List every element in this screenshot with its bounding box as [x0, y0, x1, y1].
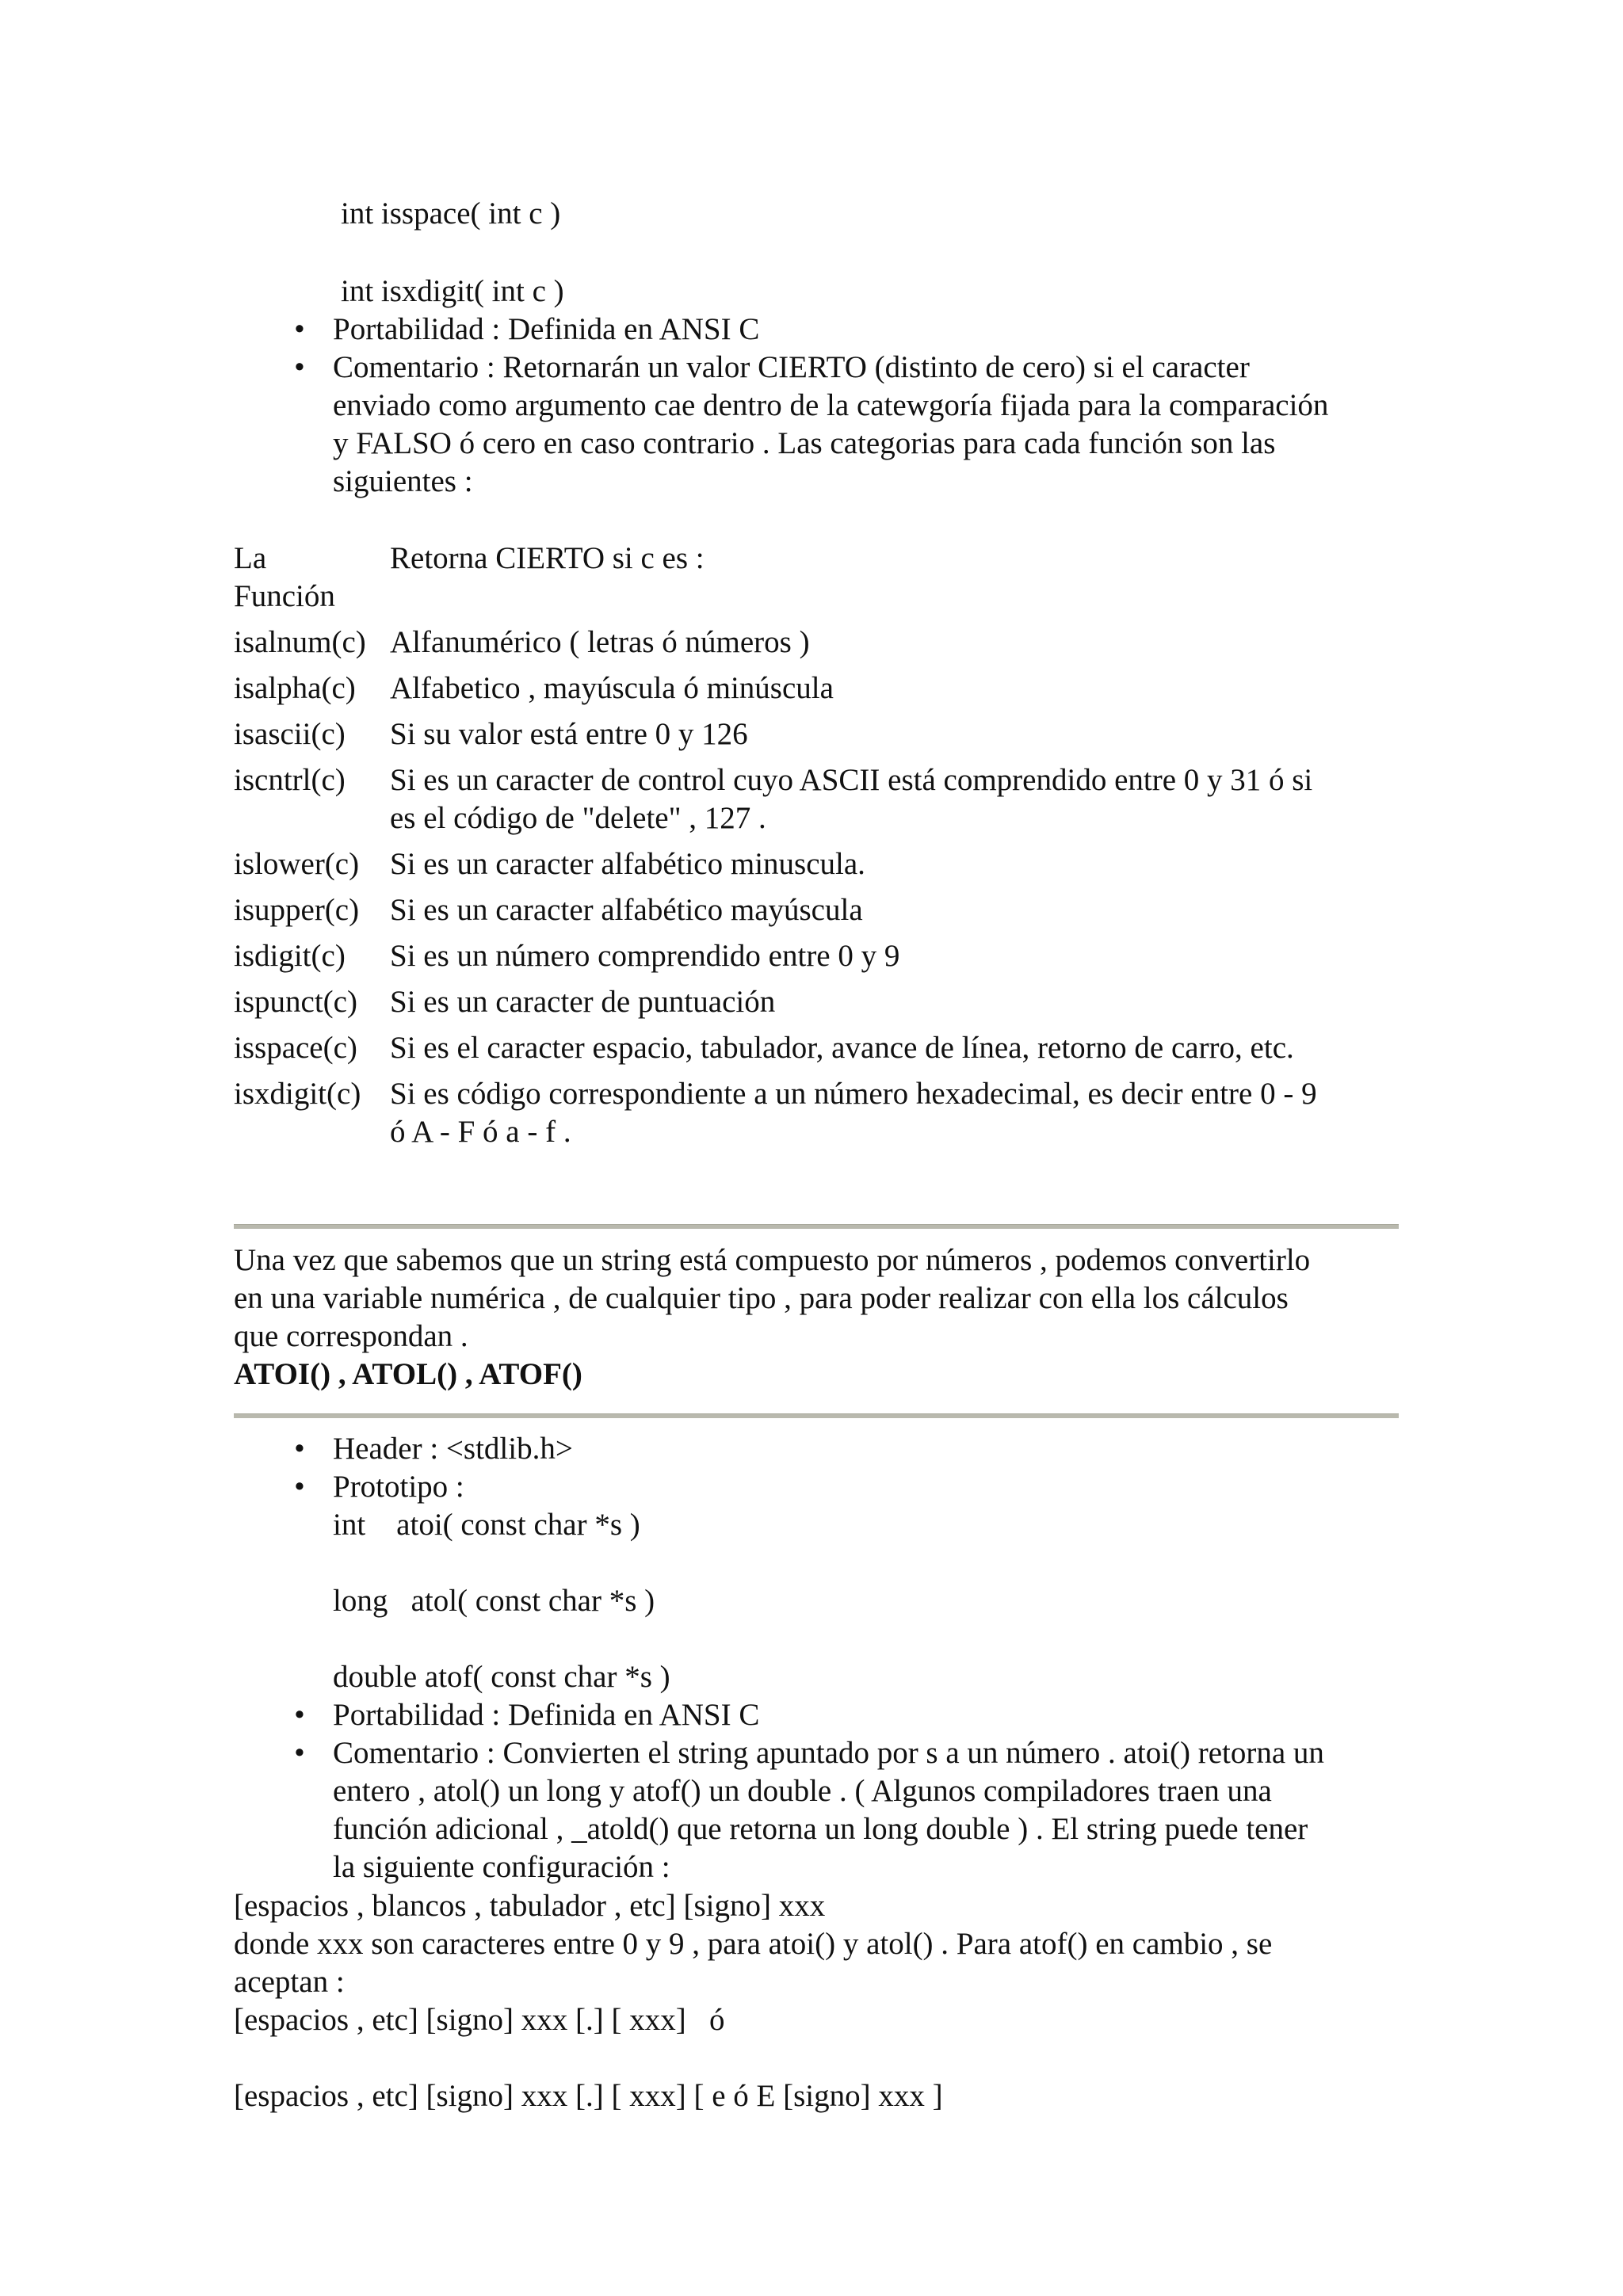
function-desc — [390, 624, 1327, 669]
table-row — [234, 624, 1327, 669]
function-desc — [390, 845, 1327, 891]
bullet-dot: • — [294, 312, 305, 346]
table-row — [234, 891, 1327, 937]
function-desc — [390, 937, 1327, 983]
desc-line: es el código de "delete" , 127 . — [390, 801, 766, 835]
bullet-dot: • — [294, 1736, 305, 1770]
function-name: iscntrl(c) — [234, 763, 346, 797]
function-name: isalnum(c) — [234, 625, 366, 659]
function-name: isalpha(c) — [234, 671, 356, 705]
function-desc — [390, 715, 1327, 761]
blank-line — [333, 1544, 1324, 1582]
function-desc — [390, 761, 1327, 845]
function-name: isspace(c) — [234, 1031, 357, 1065]
text-line: [espacios , blancos , tabulador , etc] [signo] xxx — [234, 1889, 826, 1923]
header-text: La — [234, 541, 267, 575]
function-table — [234, 540, 1327, 1159]
bullet-text-line: entero , atol() un long y atof() un double . ( Algunos compiladores traen una — [333, 1774, 1272, 1808]
bullet-portabilidad — [294, 1696, 1324, 1734]
function-name: islower(c) — [234, 847, 360, 881]
desc-line: Si es un caracter de puntuación — [390, 985, 776, 1019]
intro-paragraph — [234, 1241, 1310, 1394]
bullet-comentario — [294, 349, 1329, 501]
bullet-prototipo — [294, 1468, 1324, 1696]
header-text: Función — [234, 579, 335, 613]
table-header-returns: Retorna CIERTO si c es : — [390, 541, 705, 575]
desc-line: Si su valor está entre 0 y 126 — [390, 717, 748, 751]
function-desc — [390, 669, 1327, 715]
bullet-text-line: Comentario : Convierten el string apuntado por s a un número . atoi() retorna un — [333, 1736, 1324, 1770]
table-row — [234, 669, 1327, 715]
function-desc — [390, 1029, 1327, 1075]
bullet-text: Portabilidad : Definida en ANSI C — [333, 312, 760, 346]
bullet-list-bottom — [294, 1430, 1324, 1886]
bullet-text-line: siguientes : — [333, 464, 473, 498]
bullet-dot: • — [294, 1432, 305, 1466]
bullet-comentario — [294, 1734, 1324, 1886]
table-row — [234, 761, 1327, 845]
table-header-row — [234, 540, 1327, 624]
blank-line — [333, 1620, 1324, 1658]
desc-line: Si es un caracter alfabético mayúscula — [390, 893, 863, 927]
prototype-isxdigit: int isxdigit( int c ) — [341, 274, 564, 308]
table-row — [234, 1029, 1327, 1075]
function-name: ispunct(c) — [234, 985, 357, 1019]
paragraph-line: en una variable numérica , de cualquier tipo , para poder realizar con ella los cálculos — [234, 1281, 1289, 1315]
blank-line — [234, 2039, 1272, 2077]
prototype-atol: long atol( const char *s ) — [333, 1584, 655, 1618]
text-line: [espacios , etc] [signo] xxx [.] [ xxx] [ e ó E [signo] xxx ] — [234, 2079, 943, 2113]
paragraph-line: que correspondan . — [234, 1319, 468, 1353]
function-name: isdigit(c) — [234, 939, 346, 973]
bullet-text-line: enviado como argumento cae dentro de la catewgoría fijada para la comparación — [333, 388, 1329, 422]
function-desc — [390, 1075, 1327, 1159]
horizontal-rule — [234, 1413, 1399, 1418]
desc-line: Si es código correspondiente a un número hexadecimal, es decir entre 0 - 9 — [390, 1077, 1317, 1111]
text-line: [espacios , etc] [signo] xxx [.] [ xxx] ó — [234, 2003, 725, 2037]
desc-line: ó A - F ó a - f . — [390, 1115, 571, 1149]
bullet-text-line: Comentario : Retornarán un valor CIERTO (distinto de cero) si el caracter — [333, 350, 1250, 384]
table-row — [234, 845, 1327, 891]
function-desc — [390, 891, 1327, 937]
desc-line: Si es un número comprendido entre 0 y 9 — [390, 939, 900, 973]
desc-line: Si es un caracter alfabético minuscula. — [390, 847, 865, 881]
function-desc — [390, 983, 1327, 1029]
prototype-atof: double atof( const char *s ) — [333, 1660, 670, 1694]
paragraph-line: Una vez que sabemos que un string está compuesto por números , podemos convertirlo — [234, 1243, 1311, 1277]
section-heading: ATOI() , ATOL() , ATOF() — [234, 1357, 582, 1391]
bullet-header — [294, 1430, 1324, 1468]
prototype-atoi: int atoi( const char *s ) — [333, 1508, 640, 1542]
function-name: isascii(c) — [234, 717, 346, 751]
bullet-text-line: función adicional , _atold() que retorna un long double ) . El string puede tener — [333, 1812, 1308, 1846]
table-row — [234, 1075, 1327, 1159]
desc-line: Alfanumérico ( letras ó números ) — [390, 625, 810, 659]
bullet-portabilidad — [294, 311, 1328, 349]
function-name: isxdigit(c) — [234, 1077, 361, 1111]
bullet-dot: • — [294, 1470, 305, 1504]
text-line: aceptan : — [234, 1965, 345, 1999]
desc-line: Si es el caracter espacio, tabulador, avance de línea, retorno de carro, etc. — [390, 1031, 1294, 1065]
desc-line: Alfabetico , mayúscula ó minúscula — [390, 671, 834, 705]
bullet-dot: • — [294, 350, 305, 384]
desc-line: Si es un caracter de control cuyo ASCII está comprendido entre 0 y 31 ó si — [390, 763, 1313, 797]
table-row — [234, 983, 1327, 1029]
table-row — [234, 715, 1327, 761]
bullet-text: Prototipo : — [333, 1470, 464, 1504]
bullet-list-top — [294, 311, 1329, 501]
function-name: isupper(c) — [234, 893, 360, 927]
bullet-dot: • — [294, 1698, 305, 1732]
table-row — [234, 937, 1327, 983]
text-line: donde xxx son caracteres entre 0 y 9 , para atoi() y atol() . Para atof() en cambio , se — [234, 1927, 1273, 1961]
horizontal-rule — [234, 1224, 1399, 1229]
tail-text — [234, 1887, 1272, 2115]
prototype-isspace: int isspace( int c ) — [341, 196, 561, 231]
bullet-text: Portabilidad : Definida en ANSI C — [333, 1698, 760, 1732]
bullet-text-line: y FALSO ó cero en caso contrario . Las categorias para cada función son las — [333, 426, 1276, 460]
bullet-text-line: la siguiente configuración : — [333, 1850, 670, 1884]
bullet-text: Header : <stdlib.h> — [333, 1432, 573, 1466]
table-header-function — [234, 540, 390, 624]
